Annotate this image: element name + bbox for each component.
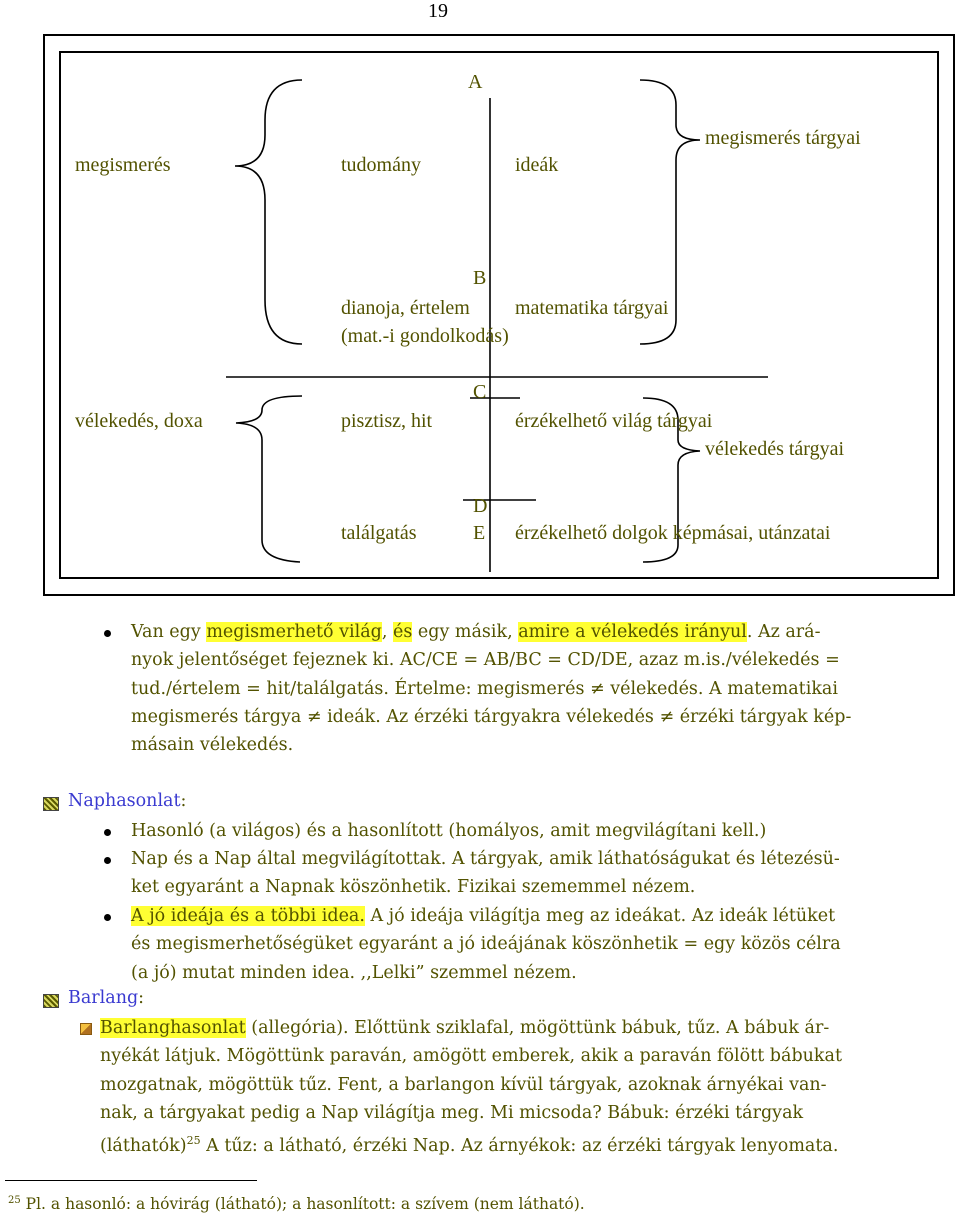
footnote [8,1195,585,1213]
text-segment: A jó ideája világítja meg az ideákat. Az ideák létüket [364,906,836,926]
text-line [100,1071,842,1099]
label-d: D [473,495,488,517]
footnote-number: 25 [8,1195,21,1206]
label-velekedes-doxa: vélekedés, doxa [75,410,203,432]
label-megismeres: megismerés [75,154,171,176]
text-segment: (láthatók) [100,1136,187,1157]
label-kepmasai: érzékelhető dolgok képmásai, utánzatai [515,522,831,544]
text-segment: , [381,622,393,642]
highlighted-text: megismerhető világ [206,622,382,642]
sub-bullet-icon [80,1023,92,1035]
text-segment: Van egy [131,622,207,642]
text-segment: (a jó) mutat minden idea. ,,Lelki” szemmel nézem. [131,962,577,983]
text-line [100,1127,842,1160]
label-dianoja: dianoja, értelem [341,297,470,319]
text-segment: . Az ará- [746,622,821,642]
highlighted-text: amire a vélekedés irányul [518,622,747,642]
text-line [131,959,841,987]
label-a: A [468,71,483,93]
barlang-heading-colon: : [138,988,145,1008]
left-brace-megismeres [235,80,302,344]
label-b: B [473,267,487,289]
page-number: 19 [428,0,448,22]
text-segment: Nap és a Nap által megvilágítottak. A tárgyak, amik láthatóságukat és létezésü- [131,849,840,869]
highlighted-text: A jó ideája és a többi idea. [131,906,365,926]
footnote-text: Pl. a hasonló: a hóvirág (látható); a hasonlított: a szívem (nem látható). [25,1195,585,1214]
bullet-dot [104,857,111,864]
naphasonlat-heading-text: Naphasonlat [68,791,181,811]
heading-bullet-icon [43,797,59,811]
label-mat-gondolkodas: (mat.-i gondolkodás) [341,325,509,347]
barlang-heading [68,988,144,1008]
text-line [131,703,851,731]
highlighted-text: és [392,622,413,642]
label-tudomany: tudomány [341,154,421,176]
label-c: C [473,381,487,403]
naphasonlat-item [131,845,840,902]
text-line [131,675,851,703]
text-line [131,845,840,873]
text-segment: megismerés tárgya ≠ ideák. Az érzéki tárgyakra vélekedés ≠ érzéki tárgyak kép- [131,706,852,727]
bullet-dot [104,914,111,921]
text-segment: Hasonló (a világos) és a hasonlított (homályos, amit megvilágítani kell.) [131,821,767,841]
label-talalgatas: találgatás [341,522,417,544]
label-velekedes-targyai: vélekedés tárgyai [705,438,845,460]
naphasonlat-heading [68,791,186,811]
naphasonlat-heading-colon: : [180,791,187,811]
label-megismeres-targyai: megismerés tárgyai [705,127,861,149]
text-line [131,873,840,901]
text-segment: egy másik, [412,622,519,642]
bullet-dot [104,630,111,637]
text-line [100,1042,842,1070]
text-segment: mozgatnak, mögöttük tűz. Fent, a barlangon kívül tárgyak, azoknak árnyékai van- [100,1074,827,1095]
label-e: E [473,522,486,544]
text-line [131,817,766,845]
bullet-dot [104,829,111,836]
text-line [100,1014,842,1042]
label-ideak: ideák [515,154,559,176]
footnote-rule [5,1180,257,1181]
naphasonlat-item [131,902,841,987]
text-segment: tud./értelem = hit/találgatás. Értelme: megismerés ≠ vélekedés. A matematikai [131,678,838,699]
label-erzekelheto-vilag: érzékelhető világ tárgyai [515,410,713,432]
text-segment: másain vélekedés. [131,735,294,756]
highlighted-text: Barlanghasonlat [100,1018,246,1038]
left-brace-velekedes [236,396,302,562]
footnote-ref: 25 [186,1134,201,1148]
text-line [131,646,851,674]
bullet-paragraph-ratios [131,618,851,759]
text-segment: nyékát látjuk. Mögöttünk paraván, amögött emberek, akik a paraván fölött bábukat [100,1046,842,1067]
text-line [131,902,841,930]
label-matematika-targyai: matematika tárgyai [515,297,669,319]
label-pisztisz: pisztisz, hit [341,410,433,432]
naphasonlat-item [131,817,766,845]
text-segment: nyok jelentőséget fejeznek ki. AC/CE = AB/BC = CD/DE, azaz m.is./vélekedés = [131,650,840,671]
text-line [131,731,851,759]
barlang-heading-text: Barlang [68,988,139,1008]
barlang-paragraph [100,1014,842,1160]
text-segment: A tűz: a látható, érzéki Nap. Az árnyékok: az érzéki tárgyak lenyomata. [200,1136,839,1157]
text-segment: (allegória). Előttünk sziklafal, mögöttünk bábuk, tűz. A bábuk ár- [245,1018,830,1038]
text-line [131,930,841,958]
text-segment: és megismerhetőségüket egyaránt a jó ideájának köszönhetik = egy közös célra [131,934,841,955]
text-segment: ket egyaránt a Napnak köszönhetik. Fizikai szememmel nézem. [131,877,696,898]
heading-bullet-icon [43,994,59,1008]
text-line [100,1099,842,1127]
text-segment: nak, a tárgyakat pedig a Nap világítja meg. Mi micsoda? Bábuk: érzéki tárgyak [100,1102,804,1123]
text-line [131,618,851,646]
